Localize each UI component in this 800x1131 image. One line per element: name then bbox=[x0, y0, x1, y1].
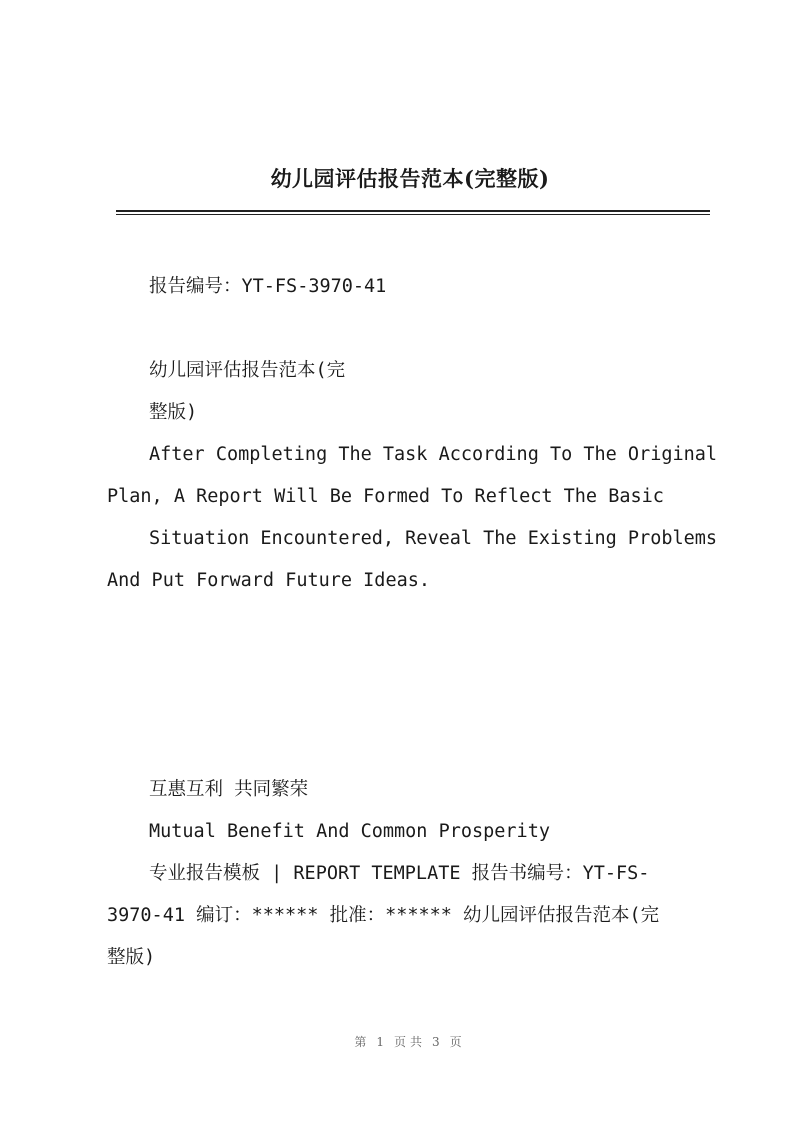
report-number-block bbox=[107, 266, 707, 308]
title-divider bbox=[116, 210, 710, 215]
footer-total-pages: 3 bbox=[432, 1035, 444, 1049]
template-block bbox=[107, 769, 707, 979]
intro-line-2: Plan, A Report Will Be Formed To Reflect The Basic bbox=[107, 486, 664, 507]
intro-line-3: Situation Encountered, Reveal The Existing Problems bbox=[149, 528, 718, 549]
subtitle-line-1: 幼儿园评估报告范本(完 bbox=[149, 360, 346, 381]
subtitle-block bbox=[107, 350, 718, 602]
footer-mid: 页共 bbox=[393, 1035, 426, 1049]
footer-prefix: 第 bbox=[354, 1035, 371, 1049]
footer-suffix: 页 bbox=[449, 1035, 466, 1049]
template-line-1: 专业报告模板 | REPORT TEMPLATE 报告书编号：YT-FS- bbox=[149, 863, 650, 884]
report-number: 报告编号：YT-FS-3970-41 bbox=[149, 276, 387, 297]
intro-line-1: After Completing The Task According To The Original bbox=[149, 444, 718, 465]
document-title: 幼儿园评估报告范本(完整版) bbox=[270, 166, 550, 191]
subtitle-line-2: 整版) bbox=[149, 402, 198, 423]
intro-line-4: And Put Forward Future Ideas. bbox=[107, 570, 431, 591]
page-footer bbox=[0, 1033, 800, 1050]
slogan-english: Mutual Benefit And Common Prosperity bbox=[149, 821, 550, 842]
template-line-3: 整版) bbox=[107, 947, 156, 968]
template-line-2: 3970-41 编订：****** 批准：****** 幼儿园评估报告范本(完 bbox=[107, 905, 660, 926]
footer-current-page: 1 bbox=[376, 1035, 388, 1049]
slogan-chinese: 互惠互利 共同繁荣 bbox=[149, 779, 309, 800]
